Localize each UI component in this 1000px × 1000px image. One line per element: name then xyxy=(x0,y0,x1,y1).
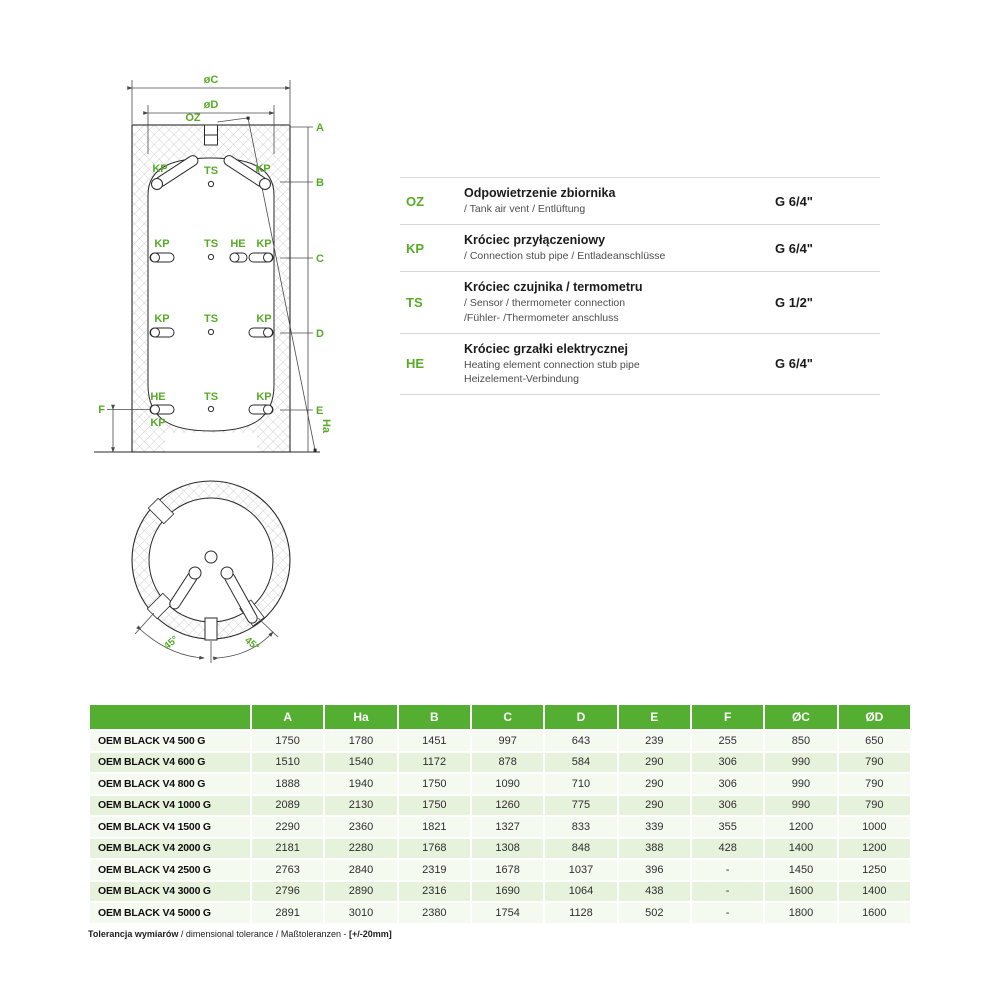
dimension-value: 848 xyxy=(545,839,616,859)
legend-subtitle: Heizelement-Verbindung xyxy=(464,372,579,385)
legend-code: TS xyxy=(406,295,423,311)
ts-port xyxy=(208,329,213,334)
dim-f-label: F xyxy=(98,404,105,416)
dimension-value: 2890 xyxy=(325,882,396,902)
dimension-value: 1940 xyxy=(325,774,396,794)
dimension-value: 1800 xyxy=(765,903,836,923)
dimension-value: 2089 xyxy=(252,796,323,816)
kp-label: KP xyxy=(154,238,170,250)
dimension-value: 650 xyxy=(839,731,910,751)
table-row xyxy=(90,796,910,816)
ts-port xyxy=(208,406,213,411)
table-row xyxy=(90,753,910,773)
top-view-oz-port xyxy=(205,551,217,563)
dimension-value: 1690 xyxy=(472,882,543,902)
dimension-value: 1200 xyxy=(765,817,836,837)
dimension-column-header: F xyxy=(692,705,763,729)
dimension-column-header: A xyxy=(252,705,323,729)
dim-a-label: A xyxy=(316,122,324,134)
kp-label: KP xyxy=(256,313,272,325)
model-column-header xyxy=(90,705,250,729)
model-name: OEM BLACK V4 1000 G xyxy=(90,796,250,816)
legend-text xyxy=(464,233,775,263)
legend-subtitle: Heating element connection stub pipe xyxy=(464,358,640,371)
dimension-column-header: D xyxy=(545,705,616,729)
dimension-value: 306 xyxy=(692,753,763,773)
ts-label: TS xyxy=(203,313,219,325)
dimension-value: 1540 xyxy=(325,753,396,773)
legend-size: G 1/2" xyxy=(775,295,813,311)
dim-ha-label: Ha xyxy=(320,418,332,434)
dimension-value: 990 xyxy=(765,796,836,816)
dimension-value: 2840 xyxy=(325,860,396,880)
dimension-value: 1128 xyxy=(545,903,616,923)
dimension-value: 355 xyxy=(692,817,763,837)
model-name: OEM BLACK V4 800 G xyxy=(90,774,250,794)
dimension-column-header: Ha xyxy=(325,705,396,729)
model-name: OEM BLACK V4 1500 G xyxy=(90,817,250,837)
legend-row-oz xyxy=(400,177,880,224)
bottom-stub xyxy=(205,618,217,640)
dimension-value: 290 xyxy=(619,774,690,794)
table-row xyxy=(90,860,910,880)
legend-text xyxy=(464,280,775,324)
legend-size: G 6/4" xyxy=(775,240,813,256)
kp-label: KP xyxy=(256,391,272,403)
angle-left-label: 45° xyxy=(162,634,181,653)
connection-legend xyxy=(400,177,880,395)
dimension-value: 997 xyxy=(472,731,543,751)
legend-title: Króciec przyłączeniowy xyxy=(464,233,606,248)
table-row xyxy=(90,882,910,902)
dimension-value: 502 xyxy=(619,903,690,923)
dimension-value: 1750 xyxy=(252,731,323,751)
legend-code: HE xyxy=(406,356,425,372)
ts-port xyxy=(208,254,213,259)
legend-size: G 6/4" xyxy=(775,193,813,209)
dimension-value: 388 xyxy=(619,839,690,859)
dimension-value: 2891 xyxy=(252,903,323,923)
dimension-value: 2360 xyxy=(325,817,396,837)
legend-size: G 6/4" xyxy=(775,356,813,372)
dimension-value: 2290 xyxy=(252,817,323,837)
dimension-value: 2763 xyxy=(252,860,323,880)
dimension-value: 833 xyxy=(545,817,616,837)
dimension-value: - xyxy=(692,903,763,923)
dimension-value: 1037 xyxy=(545,860,616,880)
dimension-value: 1400 xyxy=(765,839,836,859)
model-name: OEM BLACK V4 500 G xyxy=(90,731,250,751)
dimension-value: 1400 xyxy=(839,882,910,902)
he-label: HE xyxy=(230,238,246,250)
dimension-column-header: C xyxy=(472,705,543,729)
footnote-text: / dimensional tolerance / Maßtoleranzen - xyxy=(178,929,349,939)
dimension-value: 2316 xyxy=(399,882,470,902)
dimension-value: 2796 xyxy=(252,882,323,902)
top-view-diagram xyxy=(132,481,290,663)
table-row xyxy=(90,774,910,794)
model-name: OEM BLACK V4 2000 G xyxy=(90,839,250,859)
kp-label: KP xyxy=(154,313,170,325)
legend-text xyxy=(464,342,775,386)
dimension-value: 1090 xyxy=(472,774,543,794)
dimension-value: 239 xyxy=(619,731,690,751)
ts-label: TS xyxy=(203,391,219,403)
model-name: OEM BLACK V4 3000 G xyxy=(90,882,250,902)
dimension-value: 790 xyxy=(839,774,910,794)
legend-row-ts xyxy=(400,271,880,332)
spec-table xyxy=(88,703,912,925)
dimension-value: 790 xyxy=(839,796,910,816)
legend-code: OZ xyxy=(406,193,425,209)
dimension-value: 1064 xyxy=(545,882,616,902)
dimension-value: 1750 xyxy=(399,774,470,794)
kp-label: KP xyxy=(152,163,168,175)
tolerance-footnote xyxy=(88,929,392,939)
dimension-column-header: ØC xyxy=(765,705,836,729)
legend-subtitle: / Tank air vent / Entlüftung xyxy=(464,203,586,215)
dimension-value: 1450 xyxy=(765,860,836,880)
dimension-value: 1600 xyxy=(839,903,910,923)
dimension-value: 1451 xyxy=(399,731,470,751)
dimension-value: 396 xyxy=(619,860,690,880)
dimension-value: 1821 xyxy=(399,817,470,837)
dimension-value: 643 xyxy=(545,731,616,751)
table-row xyxy=(90,839,910,859)
oz-label: OZ xyxy=(185,112,201,124)
dimension-value: 990 xyxy=(765,753,836,773)
table-row xyxy=(90,817,910,837)
legend-subtitle: / Sensor / thermometer connection xyxy=(464,297,626,310)
dimension-value: 1327 xyxy=(472,817,543,837)
legend-subtitle: /Fühler- /Thermometer anschluss xyxy=(464,311,619,324)
dimension-value: 2130 xyxy=(325,796,396,816)
spec-table-header-row xyxy=(90,705,910,729)
tank-technical-drawing xyxy=(80,60,350,670)
dimension-value: 2319 xyxy=(399,860,470,880)
dimension-value: - xyxy=(692,860,763,880)
legend-text xyxy=(464,186,775,216)
dimension-value: 290 xyxy=(619,753,690,773)
legend-subtitle: / Connection stub pipe / Entladeanschlüsse xyxy=(464,250,666,263)
dimension-value: 1250 xyxy=(839,860,910,880)
dimension-value: 290 xyxy=(619,796,690,816)
dimension-value: 1600 xyxy=(765,882,836,902)
legend-code: KP xyxy=(406,240,425,256)
table-row xyxy=(90,903,910,923)
footnote-bold: Tolerancja wymiarów xyxy=(88,929,179,939)
dimension-column-header: E xyxy=(619,705,690,729)
legend-title: Króciec czujnika / termometru xyxy=(464,280,643,295)
dimension-value: 428 xyxy=(692,839,763,859)
dimension-value: 1750 xyxy=(399,796,470,816)
dimension-value: 306 xyxy=(692,774,763,794)
dimension-value: 255 xyxy=(692,731,763,751)
kp-label: KP xyxy=(150,417,166,429)
dimension-value: 1200 xyxy=(839,839,910,859)
ts-label: TS xyxy=(203,238,219,250)
kp-label: KP xyxy=(255,163,271,175)
dimension-value: 1260 xyxy=(472,796,543,816)
ts-port xyxy=(208,181,213,186)
dim-b-label: B xyxy=(316,177,324,189)
model-name: OEM BLACK V4 2500 G xyxy=(90,860,250,880)
dimension-column-header: ØD xyxy=(839,705,910,729)
kp-label: KP xyxy=(256,238,272,250)
legend-row-kp xyxy=(400,224,880,271)
dimension-value: 1308 xyxy=(472,839,543,859)
dimension-value: 1888 xyxy=(252,774,323,794)
dimension-value: 584 xyxy=(545,753,616,773)
dimension-value: 1754 xyxy=(472,903,543,923)
front-view-diagram xyxy=(94,74,332,452)
dimension-value: 1678 xyxy=(472,860,543,880)
table-row xyxy=(90,731,910,751)
he-label: HE xyxy=(150,391,166,403)
dimension-value: 790 xyxy=(839,753,910,773)
dimension-value: 850 xyxy=(765,731,836,751)
dim-d-label: D xyxy=(316,328,324,340)
dimension-value: 1510 xyxy=(252,753,323,773)
dimension-value: - xyxy=(692,882,763,902)
dimension-value: 438 xyxy=(619,882,690,902)
angle-right-label: 45° xyxy=(242,635,261,654)
dimension-value: 1780 xyxy=(325,731,396,751)
oc-dim-label: øC xyxy=(203,74,219,86)
dimension-value: 775 xyxy=(545,796,616,816)
dim-e-label: E xyxy=(316,405,324,417)
dimension-value: 710 xyxy=(545,774,616,794)
legend-title: Króciec grzałki elektrycznej xyxy=(464,341,628,356)
dim-c-label: C xyxy=(316,253,324,265)
dimension-value: 339 xyxy=(619,817,690,837)
model-name: OEM BLACK V4 5000 G xyxy=(90,903,250,923)
dimension-value: 2380 xyxy=(399,903,470,923)
dimension-value: 990 xyxy=(765,774,836,794)
ts-label: TS xyxy=(203,165,219,177)
dimension-column-header: B xyxy=(399,705,470,729)
od-dim-label: øD xyxy=(203,99,219,111)
footnote-bold: [+/-20mm] xyxy=(348,929,392,939)
dimension-value: 2181 xyxy=(252,839,323,859)
dimension-value: 1768 xyxy=(399,839,470,859)
dimension-value: 878 xyxy=(472,753,543,773)
legend-title: Odpowietrzenie zbiornika xyxy=(464,186,616,200)
dimension-value: 306 xyxy=(692,796,763,816)
dimension-value: 1000 xyxy=(839,817,910,837)
legend-row-he xyxy=(400,333,880,395)
dimension-value: 2280 xyxy=(325,839,396,859)
dimension-value: 3010 xyxy=(325,903,396,923)
dimension-value: 1172 xyxy=(399,753,470,773)
model-name: OEM BLACK V4 600 G xyxy=(90,753,250,773)
